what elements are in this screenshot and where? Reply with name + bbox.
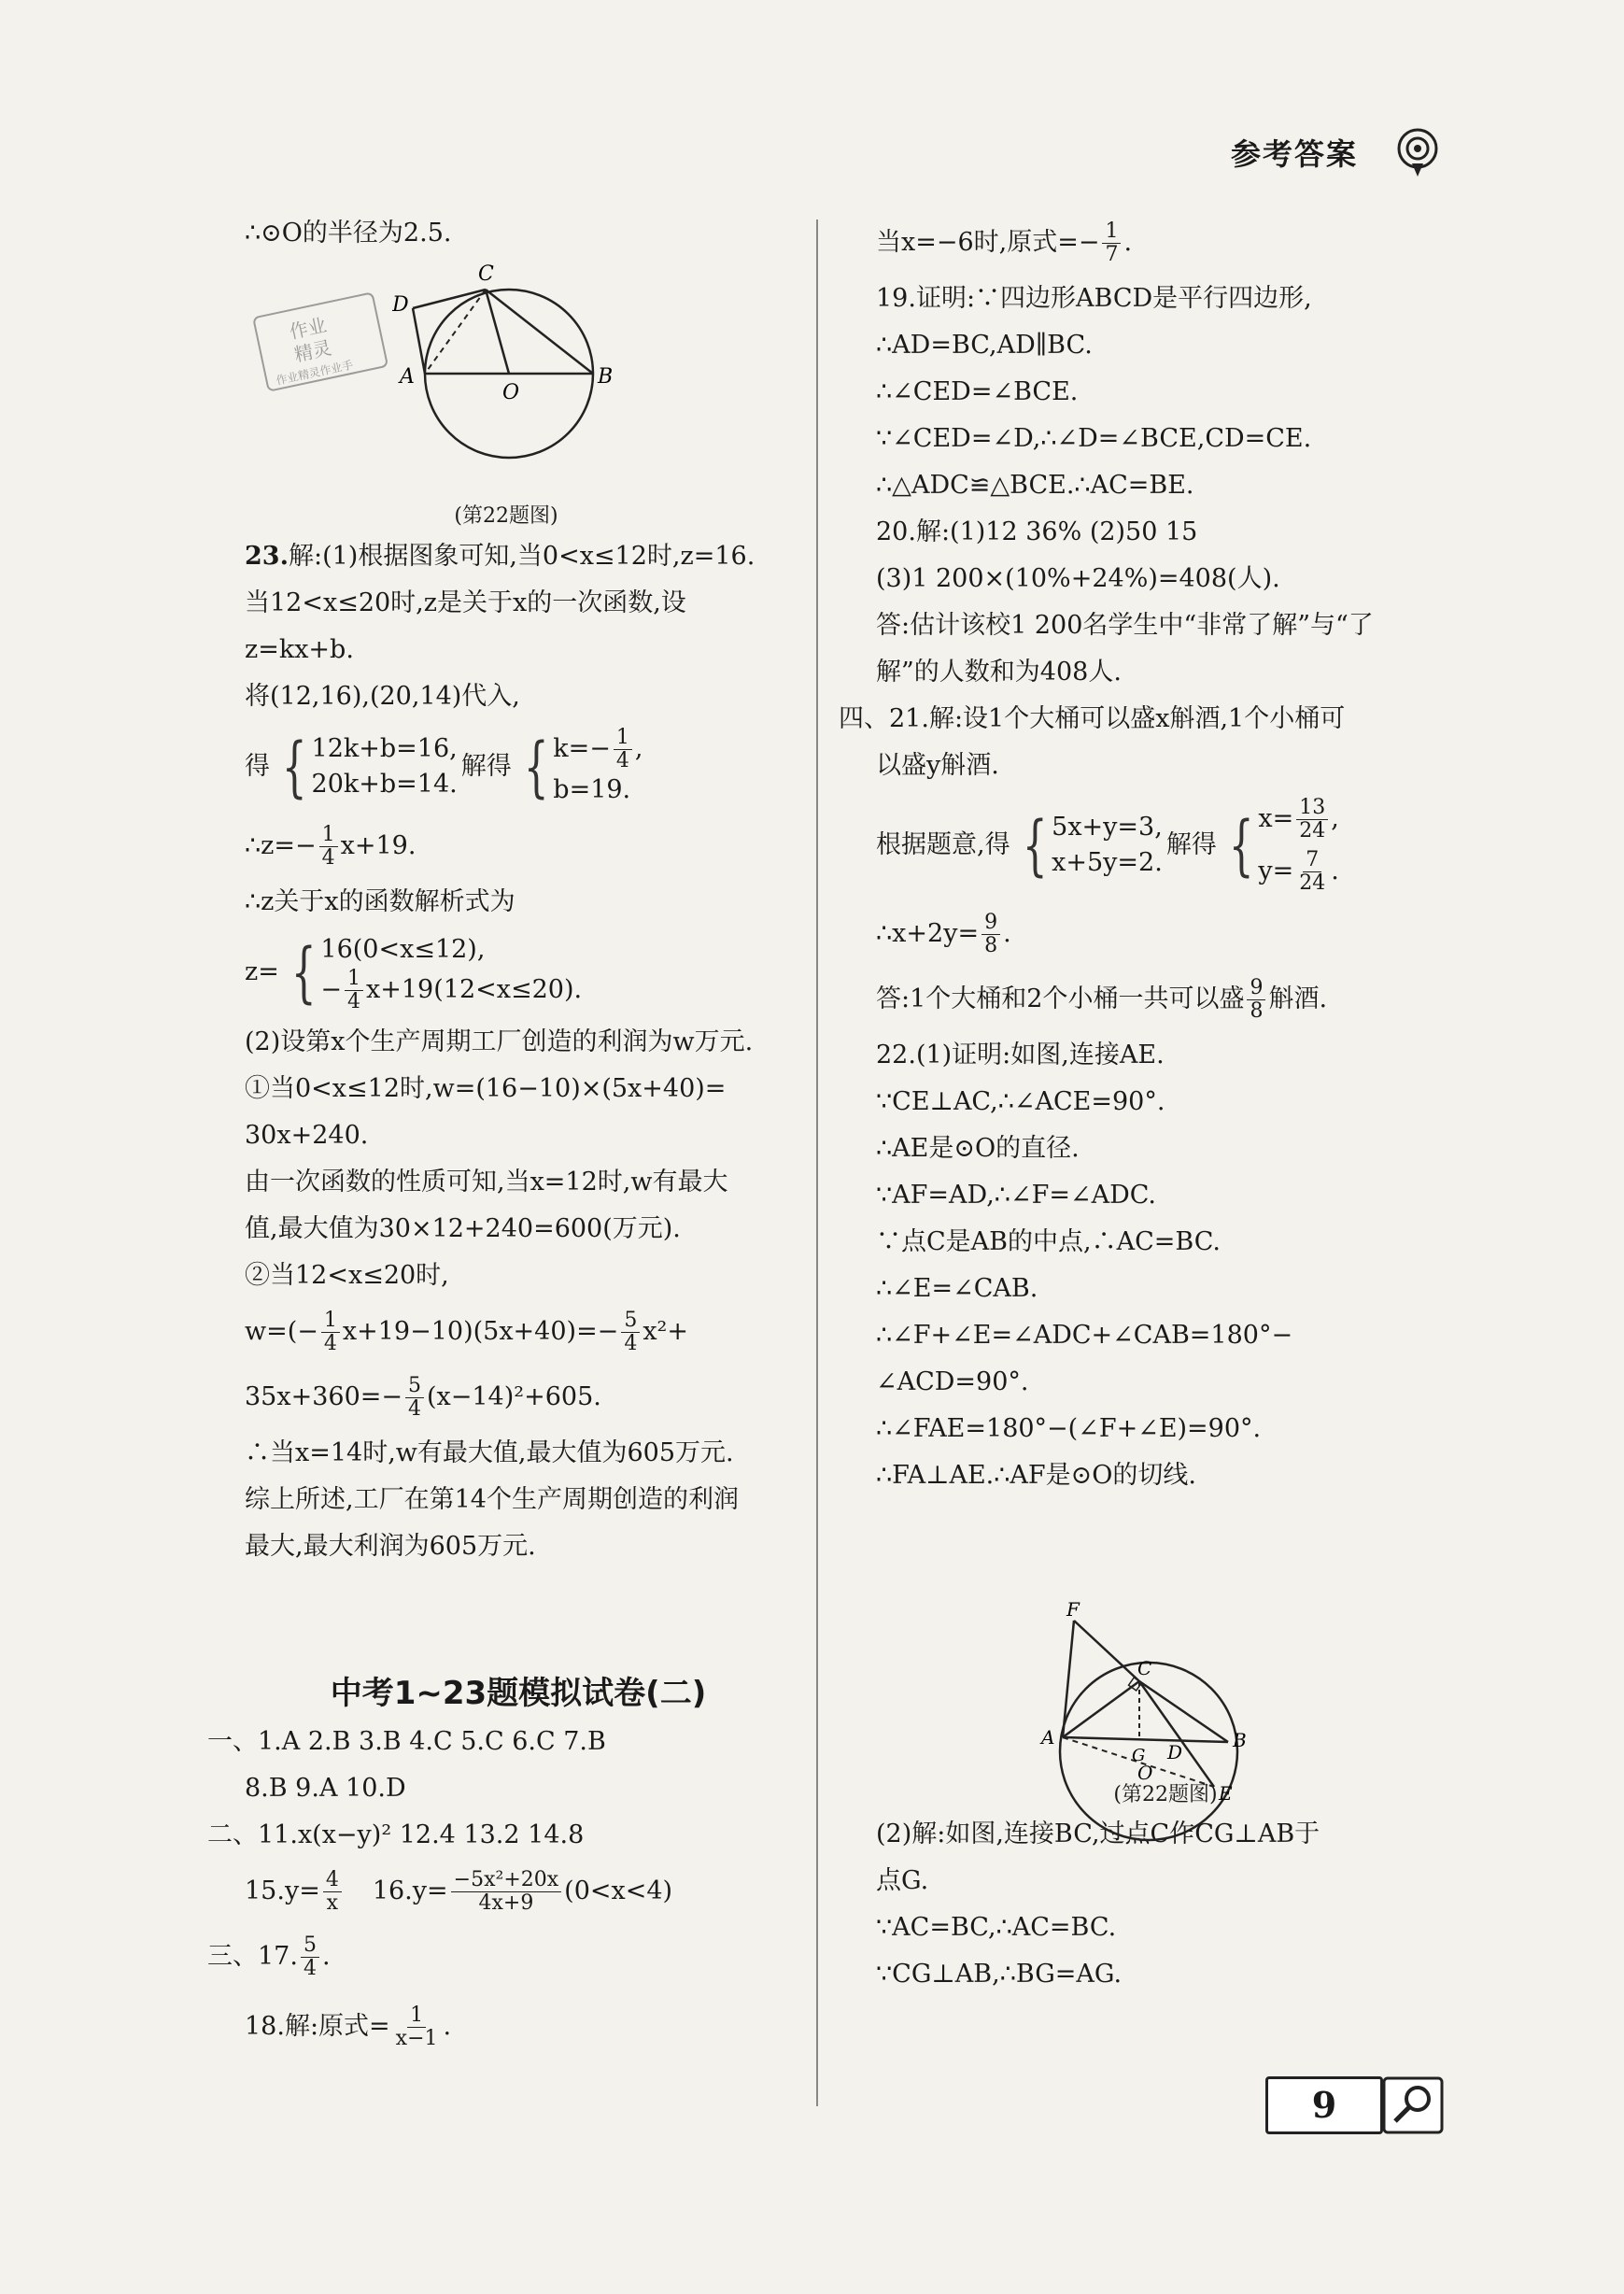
label-o: O [1137, 1762, 1153, 1784]
q23-line-4: 将(12,16),(20,14)代入, [245, 682, 520, 711]
q22-line-10: ∴FA⊥AE.∴AF是⊙O的切线. [876, 1461, 1196, 1490]
label-a: A [400, 365, 415, 389]
label-d: D [392, 293, 409, 317]
q21-line-1: 四、21.解:设1个大桶可以盛x斛酒,1个小桶可 [839, 704, 1346, 733]
choice-answers-2: 8.B 9.A 10.D [245, 1774, 406, 1803]
q22-line-7: ∴∠F+∠E=∠ADC+∠CAB=180°− [876, 1321, 1293, 1350]
q20-line-3: 答:估计该校1 200名学生中“非常了解”与“了 [876, 611, 1374, 640]
q23-line-16: 35x+360=− $\frac{5}{4}$ (x−14)²+605. [245, 1373, 601, 1421]
figure-caption: (第22题图) [454, 504, 558, 528]
page-header-title: 参考答案 [1230, 136, 1358, 172]
q22-line-2: ∵CE⊥AC,∴∠ACE=90°. [876, 1087, 1165, 1116]
q22-line-9: ∴∠FAE=180°−(∠F+∠E)=90°. [876, 1414, 1262, 1443]
q21-line-2: 以盛y斛酒. [876, 751, 999, 780]
column-divider [816, 219, 818, 2106]
q23-line-14: ②当12<x≤20时, [245, 1261, 449, 1290]
label-f: F [1066, 1602, 1080, 1621]
q18-answer: 18.解:原式= $\frac{1}{x-1}$ . [245, 2003, 452, 2050]
label-d: D [1167, 1741, 1183, 1763]
q23-system: 得 { 12k+b=16, 20k+b=14. 解得 { k=− $\frac{1}{4}$ , b=19. [245, 725, 643, 805]
figure-22-left [392, 248, 616, 472]
q23-line-11: 30x+240. [245, 1121, 369, 1150]
q22-line-14: ∵CG⊥AB,∴BG=AG. [876, 1960, 1123, 1989]
q23-line-12: 由一次函数的性质可知,当x=12时,w有最大 [245, 1168, 728, 1197]
label-b: B [1233, 1729, 1247, 1751]
q23-line-19: 最大,最大利润为605万元. [245, 1532, 536, 1561]
fill-answers-1: 二、11.x(x−y)² 12.4 13.2 14.8 [207, 1820, 585, 1849]
magnifier-icon [1382, 2076, 1444, 2134]
q19-line-4: ∵∠CED=∠D,∴∠D=∠BCE,CD=CE. [876, 424, 1312, 453]
q20-line-2: (3)1 200×(10%+24%)=408(人). [876, 564, 1280, 593]
q22-line-6: ∴∠E=∠CAB. [876, 1274, 1038, 1303]
figure-22-right [1027, 1602, 1279, 1863]
fill-answers-2: 15.y= $\frac{4}{x}$ 16.y= $\frac{\text{−5x²+20x}}{4x+9}$ (0<x<4) [245, 1867, 673, 1915]
answers-block [207, 1719, 805, 2064]
section-title: 中考1~23题模拟试卷(二) [330, 1675, 707, 1712]
q22-line-1: 22.(1)证明:如图,连接AE. [876, 1041, 1165, 1069]
q19-line-5: ∴△ADC≌△BCE.∴AC=BE. [876, 471, 1194, 500]
q22-line-5: ∵点C是AB的中点,∴AC=BC. [876, 1227, 1221, 1256]
q23-line-7: ∴z关于x的函数解析式为 [245, 887, 515, 916]
q23-line-2: 当12<x≤20时,z是关于x的一次函数,设 [245, 588, 686, 617]
svg-text:精灵: 精灵 [291, 336, 334, 366]
q23-line-17: ∴当x=14时,w有最大值,最大值为605万元. [245, 1438, 734, 1467]
svg-text:作业: 作业 [287, 313, 329, 344]
q17-answer: 三、17. $\frac{5}{4}$ . [207, 1933, 331, 1980]
q23-piecewise: z= { 16(0<x≤12), − $\frac{1}{4}$ x+19(12<x≤20). [245, 934, 583, 1013]
label-o: O [502, 381, 520, 404]
q23-line-1: 23. 解:(1)根据图象可知,当0<x≤12时,z=16. [245, 542, 756, 571]
q20-line-4: 解”的人数和为408人. [876, 658, 1122, 687]
q19-line-3: ∴∠CED=∠BCE. [876, 377, 1079, 406]
label-g: G [1132, 1746, 1146, 1765]
q23-line-9: (2)设第x个生产周期工厂创造的利润为w万元. [245, 1027, 754, 1056]
q21-line-5: 答:1个大桶和2个小桶一共可以盛 $\frac{9}{8}$ 斛酒. [876, 975, 1328, 1023]
stamp-logo [250, 290, 400, 392]
q19-line-1: 19.证明:∵四边形ABCD是平行四边形, [876, 284, 1312, 313]
choice-answers-1: 一、1.A 2.B 3.B 4.C 5.C 6.C 7.B [207, 1727, 606, 1756]
q23-line-15: w=(− $\frac{1}{4}$ x+19−10)(5x+40)=− $\frac{5}{4}$ x²+ [245, 1308, 688, 1355]
svg-text:作业精灵作业手: 作业精灵作业手 [275, 358, 355, 388]
q22-line-8: ∠ACD=90°. [876, 1367, 1029, 1396]
figure-caption-right: (第22题图) [1113, 1783, 1218, 1806]
q23-line-18: 综上所述,工厂在第14个生产周期创造的利润 [245, 1485, 739, 1514]
q19-line-2: ∴AD=BC,AD∥BC. [876, 331, 1093, 360]
q22-line-12: 点G. [876, 1866, 929, 1895]
label-e: E [1219, 1782, 1233, 1805]
q23-line-13: 值,最大值为30×12+240=600(万元). [245, 1214, 681, 1243]
q21-system: 根据题意,得 { 5x+y=3, x+5y=2. 解得 { x= $\frac{13}{24}$ , y= $\frac{7}{24}$ . [876, 796, 1339, 895]
q22-line-11: (2)解:如图,连接BC,过点C作CG⊥AB于 [876, 1820, 1320, 1848]
target-icon [1391, 126, 1444, 178]
r-line-1: 当x=−6时,原式=− $\frac{1}{7}$ . [876, 219, 1133, 266]
q22-line-13: ∵AC=BC,∴AC=BC. [876, 1913, 1117, 1942]
label-b: B [598, 365, 614, 389]
q21-line-4: ∴x+2y= $\frac{9}{8}$ . [876, 910, 1011, 957]
q23-line-6: ∴z=− $\frac{1}{4}$ x+19. [245, 822, 417, 870]
label-c: C [478, 262, 494, 286]
page-number: 9 [1265, 2076, 1383, 2134]
text-line: ∴⊙O的半径为2.5. [245, 219, 452, 248]
q22-line-4: ∵AF=AD,∴∠F=∠ADC. [876, 1181, 1157, 1210]
q20-line-1: 20.解:(1)12 36% (2)50 15 [876, 517, 1198, 546]
label-c: C [1137, 1657, 1152, 1679]
q23-line-10: ①当0<x≤12时,w=(16−10)×(5x+40)= [245, 1074, 727, 1103]
q22-line-3: ∴AE是⊙O的直径. [876, 1134, 1080, 1163]
q23-line-3: z=kx+b. [245, 635, 354, 664]
label-a: A [1041, 1726, 1055, 1749]
